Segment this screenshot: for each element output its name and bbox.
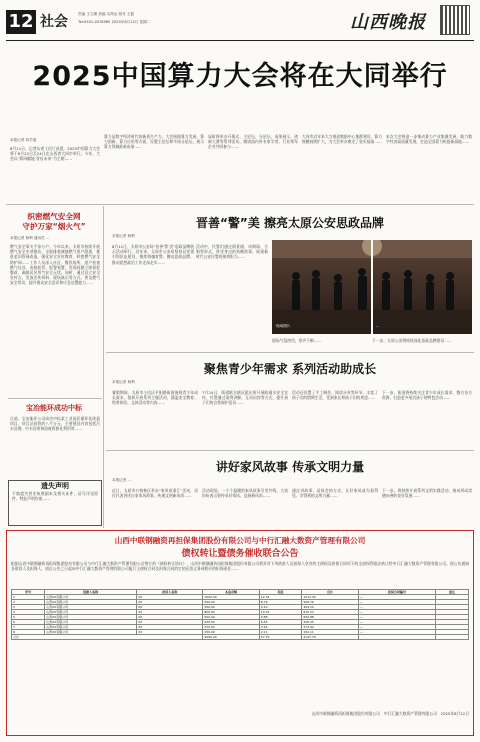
editor-line-1: 责编 王文渊 美编 乌昂达 校对 王磊 [78, 12, 135, 16]
police-story-col-2: 活动中，民警们通过情景剧、诗朗诵、合唱等形式，讲述身边的英模故事，展现新时代公安民警的使命担当…… [196, 244, 268, 260]
header-rule [6, 40, 474, 41]
left-story2-body: 日前，宝冶能环公司成功中标某工业园区循环化改造项目，项目总投资约八千万元，主要建设内容包括污水处理、中水回用和固废资源化利用等…… [10, 416, 100, 432]
police-story-title: 晋善“警”美 擦亮太原公安思政品牌 [196, 216, 384, 230]
page-number-badge [6, 10, 36, 34]
main-story-col-5: 本次大会将进一步推动算力产业集聚发展，助力数字经济高质量发展，打造全国算力枢纽新高地…… [386, 134, 472, 145]
youth-story-title: 聚焦青少年需求 系列活动助成长 [203, 362, 377, 376]
divider-under-main [6, 204, 474, 205]
family-story-byline: 本报记者 ... [112, 478, 131, 482]
main-story-col-4: 大同市近年来大力推进数据中心集群建设，算力规模持续扩大，为大会举办奠定了坚实基础…… [302, 134, 382, 145]
family-story-col-2: 活动现场，一个个温暖的家风故事引发共鸣，大家纷纷表示要传承好家风，弘扬新风尚…… [202, 488, 288, 499]
family-story-col-3: 通过讲故事、谈体会的方式，让好家风成为看得见、学得到的文明力量…… [292, 488, 378, 499]
notice-footer: 山西中联钢融资再担保集团股份有限公司 中行汇融大数资产管理有限公司 2025年8月12日 [311, 711, 469, 716]
police-stage-photo [272, 240, 472, 334]
main-byline: 本报记者 刘学道 [10, 138, 37, 142]
police-story-byline: 本报记者 杨利 [112, 234, 135, 238]
youth-story-col-1: 暑假期间，太原市小店区平阳路街道围绕青少年成长需求，组织开展系列主题活动，涵盖安全教育、科普体验、文体活动等内容…… [112, 390, 198, 406]
family-story-col-4: 下一步，将持续开展系列文明实践活动，推动形成崇德向善的良好氛围…… [382, 488, 472, 499]
youth-story-col-2: 7月24日，街道联合辖区派出所开展防溺水安全宣传，民警通过案例讲解、互动问答等方式，提升孩子们的自我保护意识…… [202, 390, 288, 406]
notice-box [6, 530, 474, 736]
left-col-divider [103, 206, 104, 528]
masthead-logo: 山西晚报 [350, 12, 426, 33]
left-story-body: 燃气安全事关千家万户。今年以来，太原市持续开展燃气安全专项整治，全面排查城镇燃气用户隐患，推进老旧管网改造，强化安全宣传教育，织密燃气安全防护网……工作人员深入社区、餐饮场所，逐户检查燃气灶具、连接软管、报警装置，发现问题立即督促整改，确保居民用气安全无忧。同时，通过设立安全宣传点、发放宣传资料、现场演示等方式，普及燃气安全常识，提升群众安全意识和应急处置能力…… [10, 244, 100, 286]
qr-code [440, 5, 470, 35]
page-number: 12 [8, 11, 34, 32]
notice-intro: 根据山西中联钢融资再担保集团股份有限公司与中行汇融大数资产管理有限公司签订的《债权转让协议》，山西中联钢融资再担保集团股份有限公司将其对下列借款人及担保人享有的主债权及担保合同项下的全部权利依法转让给中行汇融大数资产管理有限公司。现公告通知各借款人及担保人，请自公告之日起向中行汇融大数资产管理有限公司履行主债权合同及担保合同约定的还款义务或相应的担保责任…… [11, 561, 469, 572]
divider-after-youth [106, 450, 474, 451]
police-story-col-4: 下一步，太原公安将持续深化思政品牌建设…… [372, 338, 452, 343]
notice-table: 序号 借款人名称 担保人名称 本金余额 利息 合计 担保合同编号 备注 1 山西XX有限公司 XX 1000.00 12.34 1012.34 — 2 山西XX有限公司 XX 500.00 8.76 508.76 — 3 山西XX有限公司 XX 300.00 4.10 304.10 — 4 山西XX有限公司 XX 800.00 10.23 810.23 — 5 山西XX有限公司 XX 650.00 9.88 659.88 — 6 山西XX有限公司 XX 420.00 6.45 426.45 — 7 山西XX有限公司 XX 270.00 3.92 273.92 — 8 山西XX有限公司 XX 150.00 2.11 152.11 — 合计 4090.00 57.79 4147.79 [11, 589, 469, 640]
notice-title-2: 债权转让暨债务催收联合公告 [181, 549, 299, 559]
editor-line-2: Tel:0351-4078965 2025年8月12日 星期二 [78, 20, 151, 24]
section-title: 社会 [40, 14, 68, 30]
page-header [0, 0, 480, 44]
youth-story-col-3: 活动还设置了手工制作、阅读分享等环节，丰富了孩子们的假期生活，受到家长和孩子们的欢迎…… [292, 390, 378, 401]
photo-caption-right: ... [376, 324, 380, 328]
main-story-col-1: 8月11日，记者从省工信厅获悉，2025中国算力大会将于8月22日至24日在山西省大同市举行。今年，大会以“算网赋能 智启未来”为主题…… [10, 146, 100, 162]
divider-after-police [106, 352, 474, 353]
left-story2-title: 宝冶能环成功中标 [26, 404, 82, 412]
main-headline: 2025中国算力大会将在大同举行 [32, 61, 448, 92]
photo-caption-left: 现场图片 [276, 324, 291, 328]
left-divider-2 [8, 398, 102, 399]
left-story-byline: 本报记者 杨利 通讯员 ... [10, 236, 50, 240]
lost-notice-box [8, 480, 102, 526]
police-story-col-1: 8月11日，太原市公安局“晋善‘警’美”思政品牌展示活动举行。近年来，太原市公安局坚持以党建引领队伍建设，聚焦铸魂育警，擦亮思政品牌，推动思想政治工作走深走实…… [112, 244, 194, 265]
lost-notice-title: 遗失声明 [41, 482, 69, 490]
youth-story-byline: 本报记者 杨利 [112, 380, 135, 384]
main-story-col-3: 届时将举办开幕式、主论坛、分论坛、成果展示、创新大赛等系列活动，邀请国内外专家学者、行业领军企业共同参与…… [208, 134, 298, 150]
family-story-title: 讲好家风故事 传承文明力量 [215, 460, 365, 474]
notice-title-1: 山西中联钢融资再担保集团股份有限公司与中行汇融大数资产管理有限公司 [114, 536, 366, 545]
youth-story-col-4: 下一步，街道将持续关注青少年成长需求，整合各方资源，打造更多贴近孩子的特色活动…… [382, 390, 472, 401]
main-story-col-2: 算力是数字经济时代的新质生产力。大会围绕算力发展、算力创新、算力应用等方面，设置主论坛和多场分论坛，展示算力领域最新成果…… [104, 134, 204, 150]
family-story-col-1: 近日，太原市万柏林区举办“家风故事汇”活动，居民代表讲述自家家风故事，传递文明新风尚…… [112, 488, 198, 499]
left-story-title: 织密燃气安全网 守护万家“烟火气” [22, 212, 86, 231]
police-story-col-3: 现场气氛热烈，掌声不断…… [272, 338, 322, 343]
lost-notice-body: 不慎遗失营业执照副本及相关证件，证号详见原件，特此声明作废…… [12, 491, 98, 502]
